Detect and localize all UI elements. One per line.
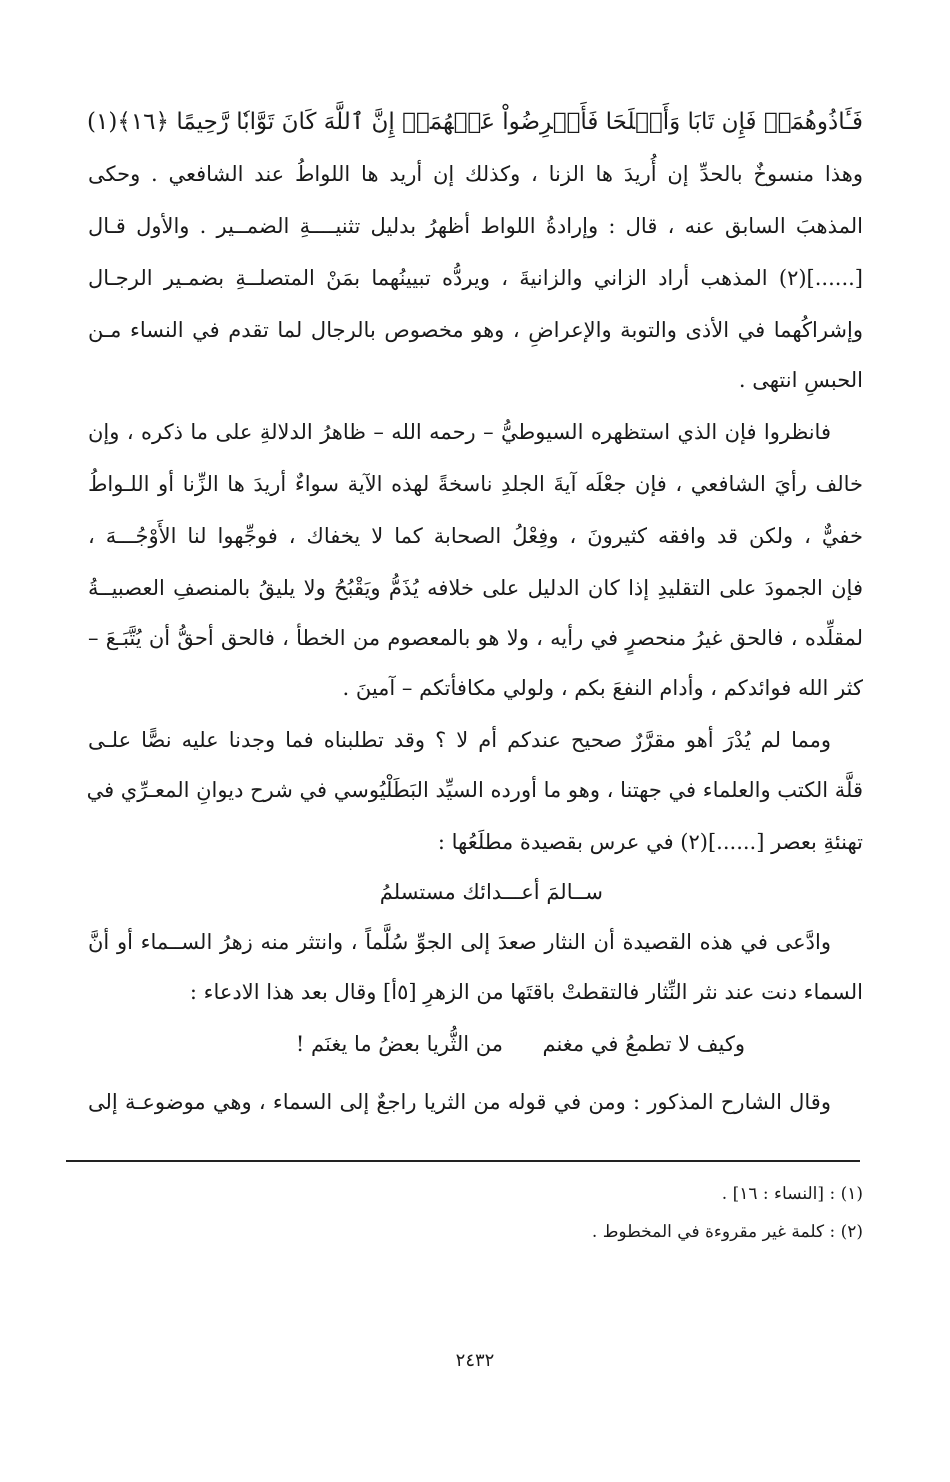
poem-verse: ســالمَ أعـــدائك مستسلمُ [379,880,603,904]
body-line: [......](٢) المذهب أراد الزاني والزانيةَ ، ويردُّه تبيينُهما بمَنْ المتصلــةِ بضمـير الرجـال [88,266,863,290]
page-number: ٢٤٣٢ [455,1350,495,1371]
body-line: قلَّة الكتب والعلماء في جهتنا ، وهو ما أورده السيِّد البَطَلْيُوسي في شرح ديوانِ المعـرِّي في [86,778,863,802]
body-line: تهنئةِ بعصر [......](٢) في عرس بقصيدة مطلَعُها : [437,830,863,854]
footnote-separator [66,1160,860,1162]
body-line: خفيٌّ ، ولكن قد وافقه كثيرونَ ، وفِعْلُ الصحابة كما لا يخفاك ، فوجِّهوا لنا الأَوْجُـــهَ ، [88,524,863,548]
footnote-1: (١) : [النساء : ١٦] . [721,1184,863,1204]
footnote-2: (٢) : كلمة غير مقروءة في المخطوط . [591,1222,863,1242]
quran-verse-line: فَـَٔاذُوهُمَاۖ فَإِن تَابَا وَأَصۡلَحَا فَأَعۡرِضُواْ عَنۡهُمَآۗ إِنَّ ٱللَّهَ كَانَ تَوَّابٗا رَّحِيمًا ﴿١٦﴾(١) [87,109,863,135]
paragraph-start-line: ومما لم يُدْرَ أهو مقرَّرٌ صحيح عندكم أم لا ؟ وقد تطلبناه فما وجدنا عليه نصًّا علـى [88,728,831,752]
paragraph-start-line: وقال الشارح المذكور : ومن في قوله من الثريا راجعٌ إلى السماء ، وهي موضوعـة إلى [88,1090,831,1114]
body-line: وهذا منسوخٌ بالحدِّ إن أُريدَ ها الزنا ، وكذلك إن أريد ها اللواطُ عند الشافعي . وحكى [88,162,863,186]
poem-second-hemistich: من الثُّريا بعضُ ما يغنَم ! [295,1032,503,1056]
body-line: السماء دنت عند نثر النِّثار فالتقطتْ باقتَها من الزهرِ [٥أ] وقال بعد هذا الادعاء : [189,980,863,1004]
body-line: الحبسِ انتهى . [738,368,863,392]
body-line: وإشراكُهما في الأذى والتوبة والإعراضِ ، وهو مخصوص بالرجال لما تقدم في النساء مـن [88,318,863,342]
body-line: لمقلِّده ، فالحق غيرُ منحصرٍ في رأيه ، ولا هو بالمعصوم من الخطأ ، فالحق أحقُّ أن يُتَّبَـعَ – [88,626,863,650]
body-line: خالف رأيَ الشافعي ، فإن جعْلَه آيةَ الجلدِ ناسخةً لهذه الآية سواءٌ أريدَ ها الزِّنا أو اللـواطُ [88,472,863,496]
body-line: المذهبَ السابق عنه ، قال : وإرادةُ اللواط أظهرُ بدليل تثنيــــةِ الضمــير . والأول قـال [88,214,863,238]
body-line: كثر الله فوائدكم ، وأدام النفعَ بكم ، ولولي مكافأتكم – آمينَ . [342,676,863,700]
paragraph-start-line: وادَّعى في هذه القصيدة أن النثار صعدَ إلى الجوِّ سُلَّماً ، وانتثر منه زهرُ الســماء أو أنَّ [88,930,831,954]
paragraph-start-line: فانظروا فإن الذي استظهره السيوطيُّ – رحمه الله – ظاهرُ الدلالةِ على ما ذكره ، وإن [88,420,831,444]
body-line: فإن الجمودَ على التقليدِ إذا كان الدليل على خلافه يُذَمُّ ويَقْبُحُ ولا يليقُ بالمنصفِ العصبيــةُ [88,576,863,600]
poem-first-hemistich: وكيف لا تطمعُ في مغنم [542,1032,745,1056]
